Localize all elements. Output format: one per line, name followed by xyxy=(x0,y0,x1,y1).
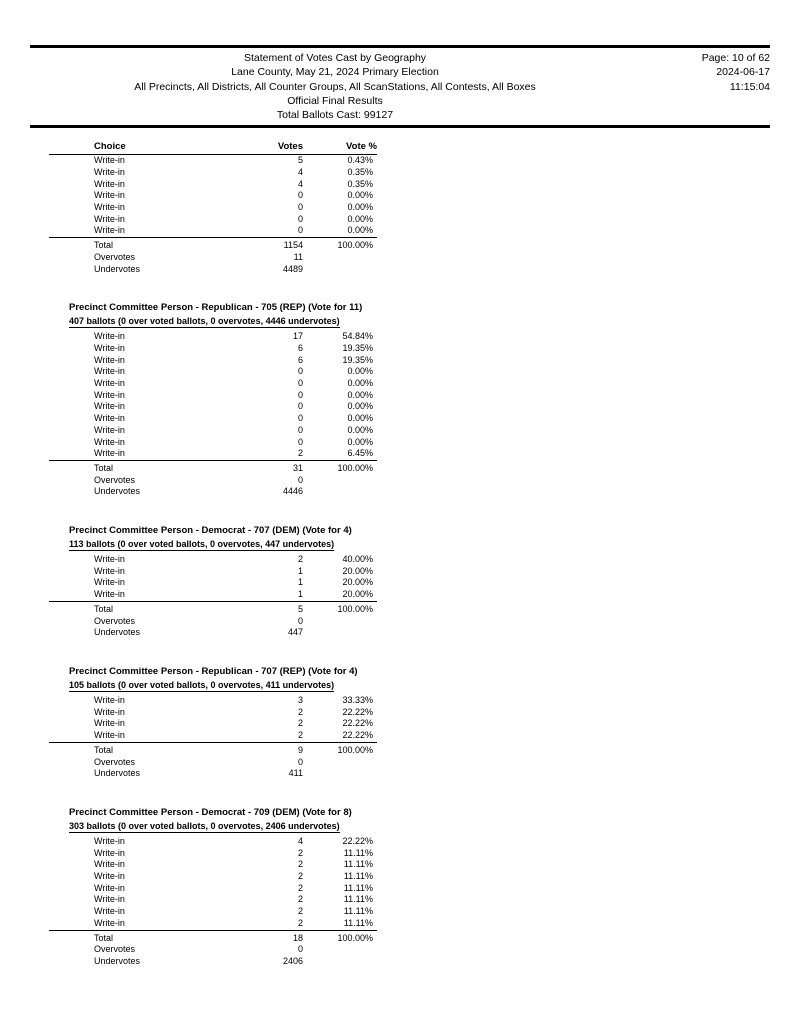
votes-cell: 4 xyxy=(297,166,303,177)
overvotes-row-votes: 0 xyxy=(297,474,303,485)
total-row-label: Total xyxy=(94,462,114,473)
votes-cell: 5 xyxy=(297,155,303,166)
table-row xyxy=(49,695,377,707)
total-row-pct: 100.00% xyxy=(337,932,373,943)
votes-cell: 0 xyxy=(297,366,303,377)
total-row-label: Total xyxy=(94,932,114,943)
choice-cell: Write-in xyxy=(94,166,125,177)
undervotes-row xyxy=(49,768,377,780)
votes-cell: 0 xyxy=(297,225,303,236)
votes-cell: 2 xyxy=(297,871,303,882)
table-row xyxy=(49,155,377,167)
pct-cell: 22.22% xyxy=(342,730,373,741)
report-title: Statement of Votes Cast by Geography xyxy=(243,52,427,64)
undervotes-row xyxy=(49,486,377,498)
votes-cell: 6 xyxy=(297,354,303,365)
total-row-votes: 1154 xyxy=(283,240,303,251)
votes-cell: 2 xyxy=(297,859,303,870)
header-center-block xyxy=(30,51,640,122)
total-row xyxy=(49,745,377,757)
choice-cell: Write-in xyxy=(94,730,125,741)
contest-title: Precinct Committee Person - Democrat - 707 (DEM) (Vote for 4) xyxy=(69,525,352,537)
overvotes-row-votes: 0 xyxy=(297,756,303,767)
pct-cell: 20.00% xyxy=(342,565,373,576)
pct-cell: 0.00% xyxy=(347,225,373,236)
pct-cell: 40.00% xyxy=(342,554,373,565)
report-header xyxy=(0,0,800,128)
contest-title: Precinct Committee Person - Republican - 705 (REP) (Vote for 11) xyxy=(69,302,363,314)
table-row xyxy=(49,554,377,566)
total-row xyxy=(49,933,377,945)
total-row-pct: 100.00% xyxy=(337,744,373,755)
header-body xyxy=(30,48,770,125)
choice-cell: Write-in xyxy=(94,178,125,189)
table-row xyxy=(49,167,377,179)
overvotes-row-pct xyxy=(303,616,377,628)
total-row-votes: 18 xyxy=(292,932,303,943)
choice-cell: Write-in xyxy=(94,847,125,858)
choice-cell: Write-in xyxy=(94,694,125,705)
table-row xyxy=(49,894,377,906)
table-row xyxy=(49,906,377,918)
undervotes-row-pct xyxy=(303,768,377,780)
report-time: 11:15:04 xyxy=(729,80,770,93)
choice-cell: Write-in xyxy=(94,424,125,435)
pct-cell: 11.11% xyxy=(343,859,373,870)
report-total-ballots: Total Ballots Cast: 99127 xyxy=(276,109,394,122)
pct-cell: 19.35% xyxy=(342,342,373,353)
table-row xyxy=(49,707,377,719)
pct-cell: 11.11% xyxy=(343,906,373,917)
votes-cell: 2 xyxy=(297,894,303,905)
choice-cell: Write-in xyxy=(94,354,125,365)
column-header-choice: Choice xyxy=(94,141,126,153)
votes-cell: 1 xyxy=(297,565,303,576)
choice-cell: Write-in xyxy=(94,706,125,717)
votes-cell: 2 xyxy=(297,448,303,459)
table-row xyxy=(49,437,377,449)
undervotes-row xyxy=(49,627,377,639)
votes-cell: 0 xyxy=(297,202,303,212)
pct-cell: 11.11% xyxy=(343,882,373,893)
overvotes-row xyxy=(49,944,377,956)
pct-cell: 11.11% xyxy=(343,871,373,882)
votes-cell: 2 xyxy=(297,847,303,858)
total-row xyxy=(49,240,377,252)
pct-cell: 0.00% xyxy=(347,366,373,377)
choice-cell: Write-in xyxy=(94,190,125,201)
overvotes-row-label: Overvotes xyxy=(94,944,136,955)
choice-cell: Write-in xyxy=(94,401,125,412)
total-row-pct: 100.00% xyxy=(337,240,373,251)
total-row-pct: 100.00% xyxy=(337,462,373,473)
table-row xyxy=(49,401,377,413)
page-number: Page: 10 of 62 xyxy=(701,52,770,64)
choice-cell: Write-in xyxy=(94,213,125,224)
table-body xyxy=(49,836,377,931)
contest-section xyxy=(49,525,377,639)
column-header-votes: Votes xyxy=(277,141,303,153)
overvotes-row-votes: 0 xyxy=(297,944,303,955)
contest-section xyxy=(49,666,377,780)
summary-block xyxy=(49,461,377,498)
votes-cell: 0 xyxy=(297,389,303,400)
pct-cell: 22.22% xyxy=(342,706,373,717)
table-row xyxy=(49,343,377,355)
pct-cell: 0.00% xyxy=(347,401,373,412)
table-row xyxy=(49,883,377,895)
overvotes-row-label: Overvotes xyxy=(94,474,136,485)
overvotes-row-pct xyxy=(303,475,377,487)
votes-cell: 0 xyxy=(297,190,303,201)
choice-cell: Write-in xyxy=(94,225,125,236)
votes-cell: 0 xyxy=(297,424,303,435)
overvotes-row-pct xyxy=(303,944,377,956)
table-body xyxy=(49,155,377,238)
total-row-label: Total xyxy=(94,240,114,251)
table-row xyxy=(49,718,377,730)
header-bottom-rule xyxy=(30,125,770,128)
table-row xyxy=(49,366,377,378)
report-date: 2024-06-17 xyxy=(716,66,770,79)
overvotes-row xyxy=(49,475,377,487)
overvotes-row-label: Overvotes xyxy=(94,615,136,626)
votes-cell: 2 xyxy=(297,554,303,565)
table-body xyxy=(49,695,377,743)
votes-cell: 1 xyxy=(297,577,303,588)
table-row xyxy=(49,225,377,237)
pct-cell: 0.00% xyxy=(347,190,373,201)
overvotes-row-votes: 0 xyxy=(297,615,303,626)
table-body xyxy=(49,554,377,602)
report-status: Official Final Results xyxy=(287,94,383,107)
choice-cell: Write-in xyxy=(94,917,125,928)
total-row-votes: 9 xyxy=(297,744,303,755)
contest-title: Precinct Committee Person - Republican - 707 (REP) (Vote for 4) xyxy=(69,665,358,677)
choice-cell: Write-in xyxy=(94,835,125,846)
table-row xyxy=(49,848,377,860)
pct-cell: 0.00% xyxy=(347,213,373,224)
total-row-votes: 5 xyxy=(297,603,303,614)
undervotes-row-label: Undervotes xyxy=(94,768,141,779)
overvotes-row xyxy=(49,616,377,628)
column-header-pct: Vote % xyxy=(346,141,377,153)
votes-cell: 2 xyxy=(297,718,303,729)
pct-cell: 0.00% xyxy=(347,413,373,424)
pct-cell: 11.11% xyxy=(343,894,373,905)
pct-cell: 0.00% xyxy=(347,202,373,212)
votes-cell: 4 xyxy=(297,178,303,189)
undervotes-row xyxy=(49,264,377,276)
votes-cell: 0 xyxy=(297,378,303,389)
undervotes-row-label: Undervotes xyxy=(94,627,141,638)
contest-ballots-line xyxy=(69,819,377,833)
contest-title: Precinct Committee Person - Democrat - 709 (DEM) (Vote for 8) xyxy=(69,806,352,818)
contest-ballots-line xyxy=(69,537,377,551)
table-row xyxy=(49,190,377,202)
choice-cell: Write-in xyxy=(94,389,125,400)
undervotes-row-label: Undervotes xyxy=(94,486,141,497)
choice-cell: Write-in xyxy=(94,331,125,342)
table-row xyxy=(49,577,377,589)
table-row xyxy=(49,179,377,191)
overvotes-row-votes: 11 xyxy=(293,251,303,262)
table-row xyxy=(49,871,377,883)
votes-cell: 2 xyxy=(297,730,303,741)
pct-cell: 11.11% xyxy=(343,847,373,858)
summary-block xyxy=(49,743,377,780)
choice-cell: Write-in xyxy=(94,894,125,905)
votes-cell: 0 xyxy=(297,436,303,447)
overvotes-row-label: Overvotes xyxy=(94,756,136,767)
summary-block xyxy=(49,602,377,639)
choice-cell: Write-in xyxy=(94,859,125,870)
table-body xyxy=(49,331,377,461)
table-column-header xyxy=(49,141,377,155)
votes-cell: 2 xyxy=(297,917,303,928)
report-subtitle: Lane County, May 21, 2024 Primary Election xyxy=(231,66,439,79)
choice-cell: Write-in xyxy=(94,871,125,882)
pct-cell: 0.00% xyxy=(347,389,373,400)
pct-cell: 20.00% xyxy=(342,577,373,588)
choice-cell: Write-in xyxy=(94,413,125,424)
choice-cell: Write-in xyxy=(94,577,125,588)
summary-block xyxy=(49,238,377,275)
choice-cell: Write-in xyxy=(94,366,125,377)
votes-cell: 0 xyxy=(297,401,303,412)
choice-cell: Write-in xyxy=(94,589,125,600)
choice-cell: Write-in xyxy=(94,155,125,166)
contest-section xyxy=(49,807,377,968)
pct-cell: 22.22% xyxy=(342,718,373,729)
pct-cell: 0.43% xyxy=(347,155,373,166)
total-row-label: Total xyxy=(94,603,114,614)
contest-ballots-line xyxy=(69,678,377,692)
choice-cell: Write-in xyxy=(94,882,125,893)
overvotes-row-pct xyxy=(303,757,377,769)
summary-block xyxy=(49,931,377,968)
pct-cell: 0.35% xyxy=(347,178,373,189)
total-row xyxy=(49,463,377,475)
undervotes-row-pct xyxy=(303,486,377,498)
overvotes-row xyxy=(49,757,377,769)
pct-cell: 33.33% xyxy=(342,694,373,705)
pct-cell: 11.11% xyxy=(343,917,373,928)
overvotes-row xyxy=(49,252,377,264)
table-row xyxy=(49,355,377,367)
table-row xyxy=(49,589,377,601)
contest-ballots-line xyxy=(69,314,377,328)
table-row xyxy=(49,836,377,848)
votes-cell: 0 xyxy=(297,213,303,224)
undervotes-row-label: Undervotes xyxy=(94,263,141,274)
table-row xyxy=(49,859,377,871)
contest-ballots-summary: 407 ballots (0 over voted ballots, 0 overvotes, 4446 undervotes) xyxy=(69,316,340,327)
contest-section xyxy=(49,302,377,498)
table-row xyxy=(49,202,377,214)
choice-cell: Write-in xyxy=(94,565,125,576)
votes-cell: 2 xyxy=(297,882,303,893)
choice-cell: Write-in xyxy=(94,718,125,729)
undervotes-row-votes: 2406 xyxy=(282,955,303,966)
choice-cell: Write-in xyxy=(94,378,125,389)
choice-cell: Write-in xyxy=(94,202,125,212)
total-row xyxy=(49,604,377,616)
choice-cell: Write-in xyxy=(94,554,125,565)
votes-cell: 1 xyxy=(297,589,303,600)
pct-cell: 22.22% xyxy=(342,835,373,846)
undervotes-row xyxy=(49,956,377,968)
choice-cell: Write-in xyxy=(94,436,125,447)
total-row-pct: 100.00% xyxy=(337,603,373,614)
votes-cell: 4 xyxy=(297,835,303,846)
votes-cell: 2 xyxy=(297,906,303,917)
pct-cell: 0.35% xyxy=(347,166,373,177)
votes-cell: 2 xyxy=(297,706,303,717)
votes-cell: 17 xyxy=(292,331,303,342)
contest-ballots-summary: 303 ballots (0 over voted ballots, 0 overvotes, 2406 undervotes) xyxy=(69,820,340,831)
sections xyxy=(0,141,800,967)
table-row xyxy=(49,448,377,460)
overvotes-row-label: Overvotes xyxy=(94,251,136,262)
pct-cell: 6.45% xyxy=(347,448,373,459)
table-row xyxy=(49,566,377,578)
report-filters: All Precincts, All Districts, All Counter Groups, All ScanStations, All Contests, All Boxes xyxy=(134,80,536,93)
table-row xyxy=(49,390,377,402)
table-row xyxy=(49,730,377,742)
total-row-label: Total xyxy=(94,744,114,755)
undervotes-row-pct xyxy=(303,956,377,968)
choice-cell: Write-in xyxy=(94,448,125,459)
choice-cell: Write-in xyxy=(94,906,125,917)
votes-cell: 3 xyxy=(297,694,303,705)
undervotes-row-votes: 447 xyxy=(287,627,303,638)
contest-ballots-summary: 113 ballots (0 over voted ballots, 0 overvotes, 447 undervotes) xyxy=(69,539,335,550)
table-row xyxy=(49,378,377,390)
undervotes-row-votes: 4489 xyxy=(282,263,303,274)
pct-cell: 0.00% xyxy=(347,424,373,435)
table-row xyxy=(49,413,377,425)
table-row xyxy=(49,425,377,437)
votes-cell: 0 xyxy=(297,413,303,424)
contest-section xyxy=(49,141,377,275)
undervotes-row-votes: 411 xyxy=(288,768,303,779)
pct-cell: 0.00% xyxy=(347,378,373,389)
undervotes-row-pct xyxy=(303,264,377,276)
header-right-block xyxy=(640,51,770,122)
undervotes-row-votes: 4446 xyxy=(282,486,303,497)
undervotes-row-label: Undervotes xyxy=(94,955,141,966)
table-row xyxy=(49,214,377,226)
choice-cell: Write-in xyxy=(94,342,125,353)
table-row xyxy=(49,918,377,930)
undervotes-row-pct xyxy=(303,627,377,639)
contest-ballots-summary: 105 ballots (0 over voted ballots, 0 overvotes, 411 undervotes) xyxy=(69,679,335,690)
overvotes-row-pct xyxy=(303,252,377,264)
votes-cell: 6 xyxy=(297,342,303,353)
total-row-votes: 31 xyxy=(292,462,303,473)
pct-cell: 19.35% xyxy=(342,354,373,365)
pct-cell: 54.84% xyxy=(342,331,373,342)
table-row xyxy=(49,331,377,343)
pct-cell: 0.00% xyxy=(347,436,373,447)
pct-cell: 20.00% xyxy=(342,589,373,600)
